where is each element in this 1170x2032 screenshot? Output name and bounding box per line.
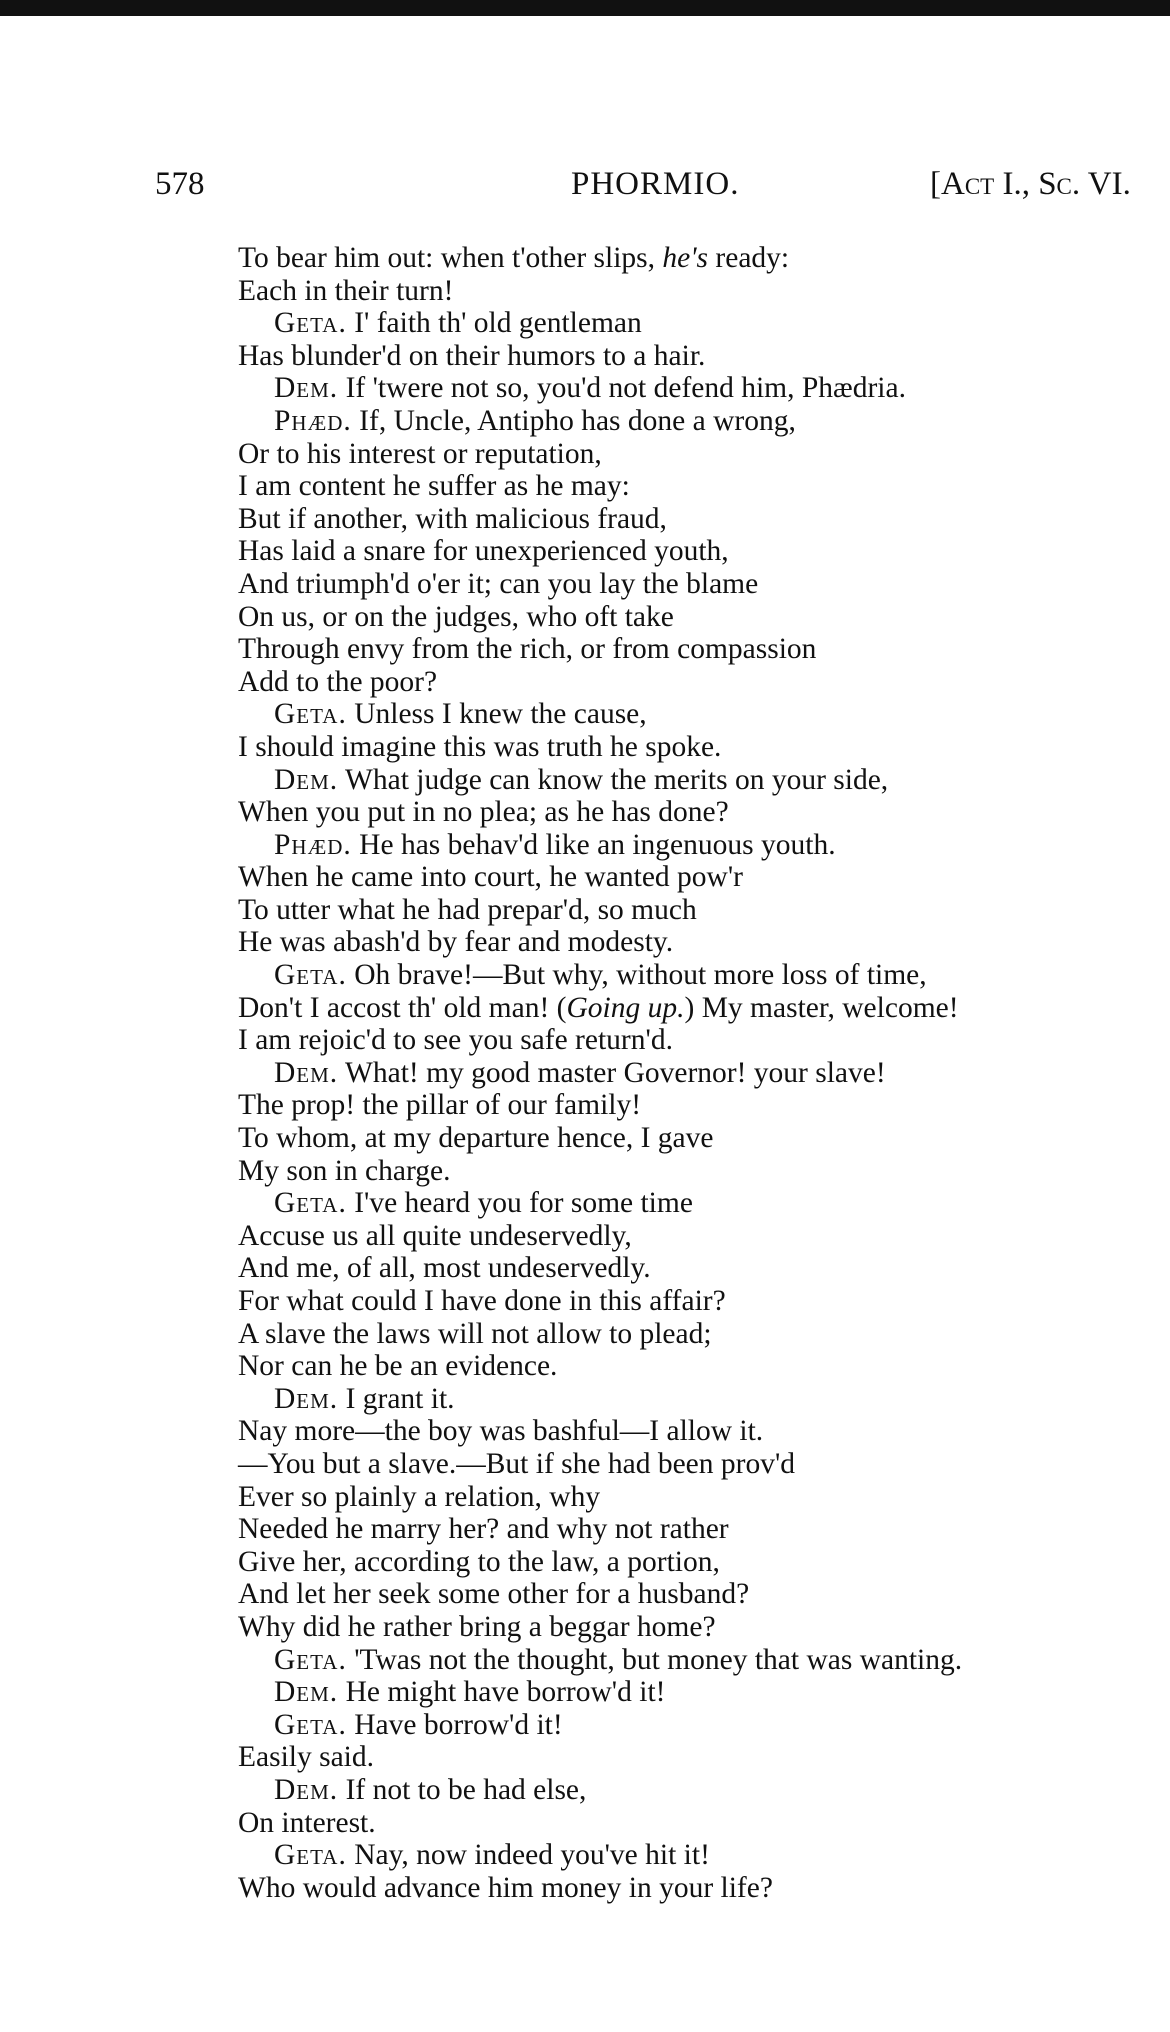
speaker-name: Dem.	[274, 763, 339, 796]
speaker-name: Dem.	[274, 372, 339, 405]
verse-line	[238, 405, 1168, 438]
line-text: Easily said.	[238, 1741, 375, 1774]
act-scene-label: [Act I., Sc. VI.	[930, 166, 1131, 202]
line-text: What! my good master Governor! your slave!	[338, 1056, 886, 1089]
verse-line	[238, 796, 1168, 829]
verse-line	[238, 1024, 1168, 1057]
speaker-name: Geta.	[274, 1187, 347, 1220]
verse-line	[238, 1318, 1168, 1351]
verse-line	[238, 1220, 1168, 1253]
verse-line	[238, 1578, 1168, 1611]
line-text: He was abash'd by fear and modesty.	[238, 926, 674, 959]
speaker-name: Geta.	[274, 1708, 347, 1741]
verse-line	[238, 959, 1168, 992]
verse-line	[238, 1350, 1168, 1383]
line-text: Needed he marry her? and why not rather	[238, 1513, 729, 1546]
verse-line	[238, 1448, 1168, 1481]
line-text: ) My master, welcome!	[684, 991, 959, 1024]
verse-line	[238, 1611, 1168, 1644]
line-text: And let her seek some other for a husband?	[238, 1578, 750, 1611]
verse-line	[238, 1709, 1168, 1742]
verse-line	[238, 1513, 1168, 1546]
line-text: Each in their turn!	[238, 274, 454, 307]
verse-line	[238, 601, 1168, 634]
line-text: I' faith th' old gentleman	[346, 307, 642, 340]
verse-line	[238, 1839, 1168, 1872]
scan-top-border	[0, 0, 1170, 16]
verse-text	[238, 242, 1168, 1904]
running-title: PHORMIO.	[571, 166, 740, 202]
line-text: For what could I have done in this affair?	[238, 1285, 726, 1317]
line-text: And me, of all, most undeservedly.	[238, 1252, 651, 1285]
line-text: My son in charge.	[238, 1154, 451, 1187]
speaker-name: Geta.	[274, 959, 347, 992]
line-text: Have borrow'd it!	[346, 1708, 563, 1741]
verse-line	[238, 1415, 1168, 1448]
speaker-name: Geta.	[274, 1643, 347, 1676]
verse-line	[238, 503, 1168, 536]
line-text: Ever so plainly a relation, why	[238, 1480, 601, 1513]
speaker-name: Phæd.	[274, 404, 352, 437]
speaker-name: Phæd.	[274, 828, 352, 861]
verse-line	[238, 1285, 1168, 1318]
verse-line	[238, 1057, 1168, 1090]
verse-line	[238, 470, 1168, 503]
verse-line	[238, 340, 1168, 373]
line-text: I grant it.	[338, 1382, 455, 1415]
line-text: If, Uncle, Antipho has done a wrong,	[351, 404, 796, 437]
verse-line	[238, 764, 1168, 797]
verse-line	[238, 1774, 1168, 1807]
verse-line	[238, 1155, 1168, 1188]
line-text: Or to his interest or reputation,	[238, 437, 602, 470]
speaker-name: Dem.	[274, 1056, 339, 1089]
line-text: Nay, now indeed you've hit it!	[346, 1839, 710, 1872]
verse-line	[238, 1741, 1168, 1774]
page-number: 578	[155, 166, 205, 202]
verse-line	[238, 535, 1168, 568]
verse-line	[238, 438, 1168, 471]
verse-line	[238, 666, 1168, 699]
line-text: I am content he suffer as he may:	[238, 470, 630, 503]
line-text: When you put in no plea; as he has done?	[238, 796, 729, 829]
speaker-name: Dem.	[274, 1773, 339, 1806]
line-text: ready:	[708, 242, 790, 274]
verse-line	[238, 1122, 1168, 1155]
line-text: Has laid a snare for unexperienced youth,	[238, 535, 729, 568]
line-text: I've heard you for some time	[346, 1187, 693, 1220]
line-text: But if another, with malicious fraud,	[238, 502, 667, 535]
speaker-name: Geta.	[274, 698, 347, 731]
line-text: Through envy from the rich, or from compassion	[238, 633, 817, 666]
line-text: Nor can he be an evidence.	[238, 1350, 558, 1383]
italic-text: Going up.	[566, 991, 685, 1024]
speaker-name: Dem.	[274, 1676, 339, 1709]
line-text: Unless I knew the cause,	[346, 698, 647, 731]
line-text: Don't I accost th' old man! (	[238, 991, 567, 1024]
line-text: He might have borrow'd it!	[338, 1676, 666, 1709]
italic-text: he's	[662, 242, 709, 274]
verse-line	[238, 1481, 1168, 1514]
line-text: Nay more—the boy was bashful—I allow it.	[238, 1415, 764, 1448]
line-text: When he came into court, he wanted pow'r	[238, 861, 743, 894]
verse-line	[238, 731, 1168, 764]
line-text: A slave the laws will not allow to plead;	[238, 1317, 712, 1350]
verse-line	[238, 568, 1168, 601]
line-text: Has blunder'd on their humors to a hair.	[238, 339, 706, 372]
verse-line	[238, 1546, 1168, 1579]
verse-line	[238, 1383, 1168, 1416]
verse-line	[238, 992, 1168, 1025]
verse-line	[238, 926, 1168, 959]
line-text: Accuse us all quite undeservedly,	[238, 1219, 632, 1252]
verse-line	[238, 372, 1168, 405]
verse-line	[238, 1807, 1168, 1840]
verse-line	[238, 307, 1168, 340]
speaker-name: Geta.	[274, 1839, 347, 1872]
verse-line	[238, 275, 1168, 308]
line-text: Oh brave!—But why, without more loss of time,	[346, 959, 927, 992]
line-text: —You but a slave.—But if she had been prov'd	[238, 1447, 796, 1480]
line-text: I should imagine this was truth he spoke.	[238, 730, 722, 763]
line-text: If 'twere not so, you'd not defend him, Phædria.	[338, 372, 906, 405]
line-text: 'Twas not the thought, but money that was wanting.	[346, 1643, 963, 1676]
line-text: And triumph'd o'er it; can you lay the blame	[238, 567, 759, 600]
verse-line	[238, 1644, 1168, 1677]
page-header	[155, 166, 1170, 216]
line-text: The prop! the pillar of our family!	[238, 1089, 642, 1122]
line-text: He has behav'd like an ingenuous youth.	[351, 828, 836, 861]
verse-line	[238, 698, 1168, 731]
verse-line	[238, 861, 1168, 894]
line-text: On us, or on the judges, who oft take	[238, 600, 674, 633]
line-text: Why did he rather bring a beggar home?	[238, 1610, 716, 1643]
verse-line	[238, 1089, 1168, 1122]
line-text: Who would advance him money in your life?	[238, 1871, 773, 1904]
line-text: I am rejoic'd to see you safe return'd.	[238, 1024, 673, 1057]
verse-line	[238, 633, 1168, 666]
verse-line	[238, 242, 1168, 275]
line-text: Add to the poor?	[238, 665, 438, 698]
verse-line	[238, 1872, 1168, 1905]
line-text: Give her, according to the law, a portion,	[238, 1545, 720, 1578]
line-text: To utter what he had prepar'd, so much	[238, 893, 697, 926]
line-text: On interest.	[238, 1806, 376, 1839]
line-text: To whom, at my departure hence, I gave	[238, 1122, 714, 1155]
verse-line	[238, 1187, 1168, 1220]
verse-line	[238, 1676, 1168, 1709]
line-text: If not to be had else,	[338, 1773, 587, 1806]
speaker-name: Geta.	[274, 307, 347, 340]
line-text: To bear him out: when t'other slips,	[238, 242, 663, 274]
verse-line	[238, 829, 1168, 862]
line-text: What judge can know the merits on your side,	[338, 763, 889, 796]
verse-line	[238, 1252, 1168, 1285]
speaker-name: Dem.	[274, 1382, 339, 1415]
verse-line	[238, 894, 1168, 927]
